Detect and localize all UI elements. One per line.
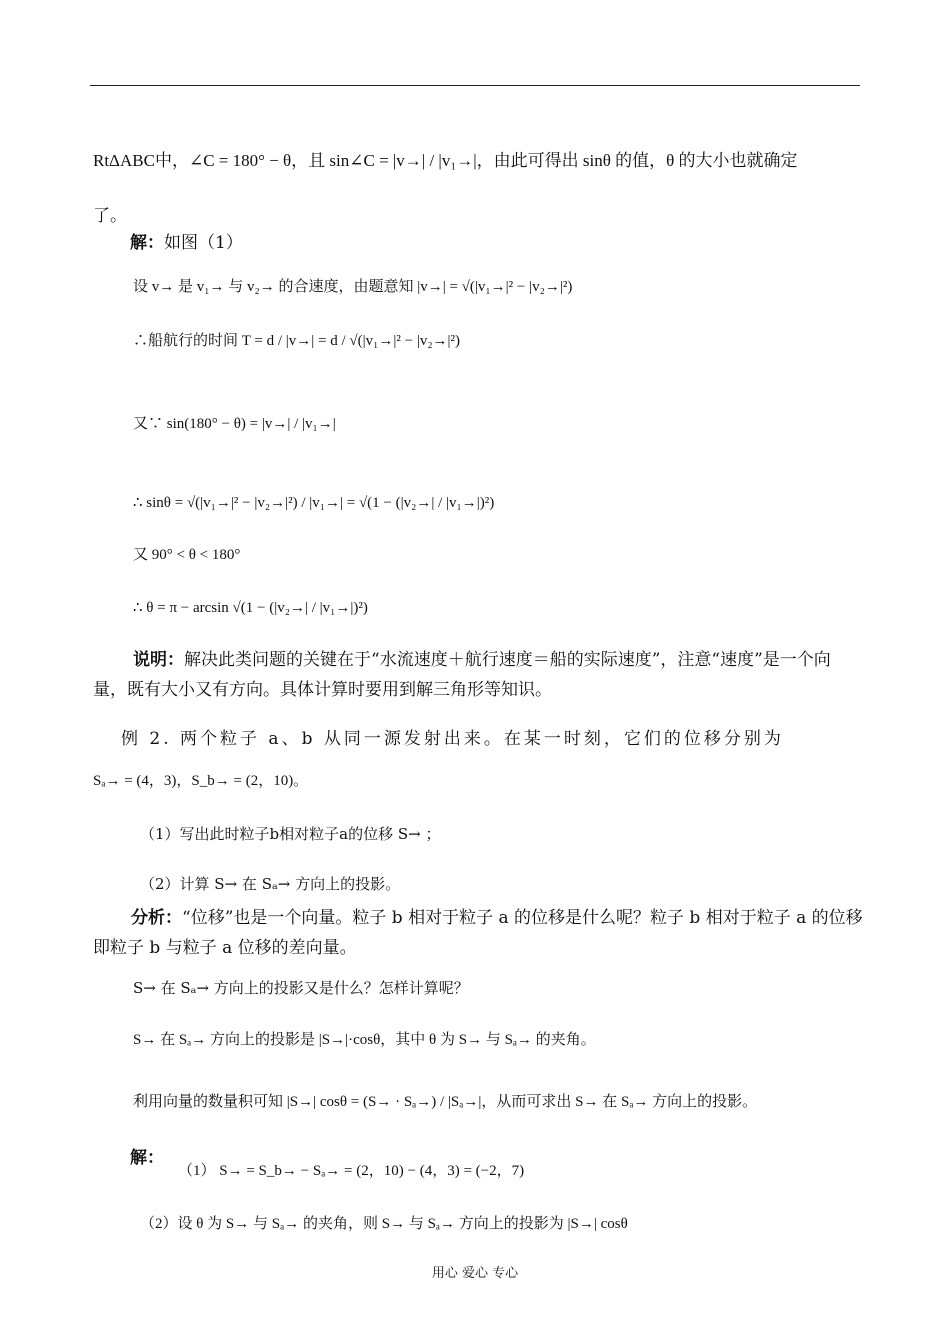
intro-line1: RtΔABC中，∠C = 180° − θ，且 sin∠C = |v→| / |v₁→|，由此可得出 sinθ 的值，θ 的大小也就确定 (93, 151, 798, 170)
note-text: 解决此类问题的关键在于“水流速度＋航行速度＝船的实际速度”，注意“速度”是一个向量，既有大小又有方向。具体计算时要用到解三角形等知识。 (93, 650, 831, 700)
solution1-ref: 如图（1） (164, 233, 243, 253)
example2-question2: （2）计算 S→ 在 Sₐ→ 方向上的投影。 (140, 875, 401, 893)
solution1-label: 解： (130, 233, 164, 253)
solution1-step4: ∴ sinθ = √(|v₁→|² − |v₂→|²) / |v₁→| = √(1 − (|v₂→| / |v₁→|)²) (133, 495, 495, 511)
intro-line2: 了。 (93, 206, 127, 226)
solution1-step5: 又 90° < θ < 180° (133, 547, 241, 563)
note-label: 说明： (133, 650, 184, 670)
header-rule (90, 85, 860, 86)
solution1-heading (130, 232, 243, 254)
example2-statement (93, 724, 863, 754)
example2-text: 两个粒子 a、b 从同一源发射出来。在某一时刻，它们的位移分别为 (180, 729, 784, 749)
solution1-step1: 设 v→ 是 v₁→ 与 v₂→ 的合速度，由题意知 |v→| = √(|v₁→|² − |v₂→|²) (133, 279, 573, 295)
analysis-label: 分析： (131, 908, 182, 928)
analysis-text: “位移”也是一个向量。粒子 b 相对于粒子 a 的位移是什么呢？粒子 b 相对于粒子 a 的位移即粒子 b 与粒子 a 位移的差向量。 (93, 908, 863, 958)
analysis-paragraph (93, 903, 863, 963)
solution2-step1: （1） S→ = S_b→ − Sₐ→ = (2，10) − (4，3) = (−2，7) (178, 1163, 525, 1179)
page-footer: 用心 爱心 专心 (431, 1266, 519, 1281)
analysis-p2: S→ 在 Sₐ→ 方向上的投影是 |S→|·cosθ，其中 θ 为 S→ 与 Sₐ→ 的夹角。 (133, 1032, 596, 1048)
note-paragraph (93, 645, 863, 705)
solution1-step2: ∴船航行的时间 T = d / |v→| = d / √(|v₁→|² − |v₂→|²) (133, 333, 461, 349)
example2-question1: （1）写出此时粒子b相对粒子a的位移 S→ ； (140, 825, 441, 843)
solution1-step3: 又∵ sin(180° − θ) = |v→| / |v₁→| (133, 416, 336, 432)
analysis-p3: 利用向量的数量积可知 |S→| cosθ = (S→ · Sₐ→) / |Sₐ→|，从而可求出 S→ 在 Sₐ→ 方向上的投影。 (133, 1094, 758, 1110)
solution2-label: 解： (130, 1148, 164, 1168)
example2-title: 例 2. (121, 729, 172, 749)
solution2-step2: （2）设 θ 为 S→ 与 Sₐ→ 的夹角，则 S→ 与 Sₐ→ 方向上的投影为 |S→| cosθ (140, 1216, 628, 1232)
example2-vectors: Sₐ→ = (4，3)，S_b→ = (2，10)。 (93, 773, 309, 789)
analysis-p1: S→ 在 Sₐ→ 方向上的投影又是什么？怎样计算呢？ (133, 979, 469, 997)
solution1-step6: ∴ θ = π − arcsin √(1 − (|v₂→| / |v₁→|)²) (133, 600, 368, 616)
